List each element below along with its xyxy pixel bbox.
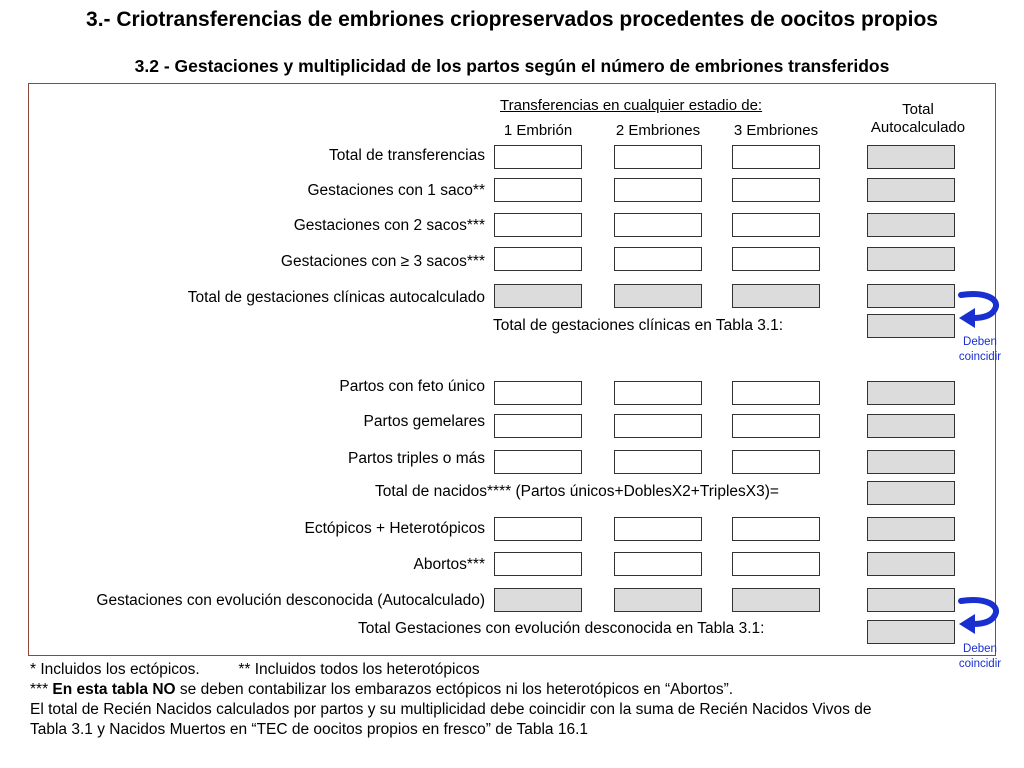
input-partos-unico-1[interactable] [494, 381, 582, 405]
row-label-gest-desconocida: Gestaciones con evolución desconocida (Autocalculado) [96, 592, 485, 609]
auto-ectopicos [867, 517, 955, 541]
row-label-total-desconocida-tabla: Total Gestaciones con evolución desconocida en Tabla 3.1: [358, 620, 765, 637]
input-partos-triples-1[interactable] [494, 450, 582, 474]
auto-total-gest-1 [494, 284, 582, 308]
auto-desconocida-2 [614, 588, 702, 612]
footnote-line-2 [30, 680, 1020, 700]
footnote-ectopicos: * Incluidos los ectópicos. [30, 661, 200, 678]
input-gest-1-saco-2[interactable] [614, 178, 702, 202]
auto-gest-3-sacos [867, 247, 955, 271]
input-total-transferencias-3[interactable] [732, 145, 820, 169]
auto-partos-triples [867, 450, 955, 474]
input-gest-1-saco-3[interactable] [732, 178, 820, 202]
footnote-line-4: Tabla 3.1 y Nacidos Muertos en “TEC de oocitos propios en fresco” de Tabla 16.1 [30, 721, 589, 738]
auto-abortos [867, 552, 955, 576]
auto-total-nacidos [867, 481, 955, 505]
auto-total-gest-3 [732, 284, 820, 308]
auto-total-gest-tabla [867, 314, 955, 338]
row-label-gest-1-saco: Gestaciones con 1 saco** [307, 182, 485, 199]
input-ectopicos-2[interactable] [614, 517, 702, 541]
input-partos-unico-3[interactable] [732, 381, 820, 405]
input-partos-unico-2[interactable] [614, 381, 702, 405]
auto-desconocida-tabla [867, 620, 955, 644]
column-header-2-embriones: 2 Embriones [615, 122, 701, 139]
input-gest-2-sacos-1[interactable] [494, 213, 582, 237]
footnote-bold: En esta tabla NO [52, 681, 176, 698]
page-title: 3.- Criotransferencias de embriones criopreservados procedentes de oocitos propios [86, 8, 938, 31]
input-total-transferencias-2[interactable] [614, 145, 702, 169]
curved-arrow-icon [955, 286, 1003, 330]
input-gest-3-sacos-3[interactable] [732, 247, 820, 271]
row-label-partos-gemelares: Partos gemelares [363, 413, 485, 430]
row-label-total-gest-auto: Total de gestaciones clínicas autocalculado [187, 289, 485, 306]
row-label-abortos: Abortos*** [413, 556, 485, 573]
auto-total-gest-2 [614, 284, 702, 308]
auto-gest-2-sacos [867, 213, 955, 237]
row-label-total-transferencias: Total de transferencias [329, 147, 485, 164]
input-ectopicos-1[interactable] [494, 517, 582, 541]
auto-desconocida-total [867, 588, 955, 612]
input-partos-triples-3[interactable] [732, 450, 820, 474]
deben-coincidir-note-1 [950, 335, 1010, 365]
auto-total-gest-total [867, 284, 955, 308]
column-header-1-embrion: 1 Embrión [503, 122, 573, 139]
input-ectopicos-3[interactable] [732, 517, 820, 541]
footnote-stars: *** [30, 681, 53, 698]
column-group-header: Transferencias en cualquier estadio de: [500, 97, 763, 114]
input-gest-3-sacos-1[interactable] [494, 247, 582, 271]
row-label-total-gest-tabla: Total de gestaciones clínicas en Tabla 3.1: [493, 317, 784, 334]
input-partos-triples-2[interactable] [614, 450, 702, 474]
curved-arrow-icon [955, 592, 1003, 636]
column-header-3-embriones: 3 Embriones [733, 122, 819, 139]
coincide-line1: Deben [963, 643, 997, 655]
total-header-line2: Autocalculado [870, 119, 966, 136]
total-column-header [860, 101, 976, 137]
input-partos-gemelares-1[interactable] [494, 414, 582, 438]
footnotes [30, 660, 1020, 740]
auto-gest-1-saco [867, 178, 955, 202]
footnote-abortos: se deben contabilizar los embarazos ectópicos ni los heterotópicos en “Abortos”. [175, 681, 734, 698]
footnote-heterotopicos: ** Incluidos todos los heterotópicos [238, 661, 480, 678]
input-partos-gemelares-2[interactable] [614, 414, 702, 438]
row-label-total-nacidos: Total de nacidos**** (Partos únicos+DoblesX2+TriplesX3)= [375, 483, 779, 500]
coincide-line2: coincidir [958, 351, 1002, 363]
auto-desconocida-3 [732, 588, 820, 612]
auto-partos-gemelares [867, 414, 955, 438]
coincide-line1: Deben [963, 336, 997, 348]
auto-partos-unico [867, 381, 955, 405]
footnote-line-3: El total de Recién Nacidos calculados por partos y su multiplicidad debe coincidir con la suma de Recién Nacidos Vivos de [30, 701, 872, 718]
input-gest-2-sacos-2[interactable] [614, 213, 702, 237]
row-label-gest-2-sacos: Gestaciones con 2 sacos*** [293, 217, 485, 234]
coincide-line2: coincidir [958, 658, 1002, 670]
row-label-partos-triples: Partos triples o más [348, 450, 485, 467]
input-gest-1-saco-1[interactable] [494, 178, 582, 202]
input-abortos-2[interactable] [614, 552, 702, 576]
input-gest-3-sacos-2[interactable] [614, 247, 702, 271]
row-label-gest-3-sacos: Gestaciones con ≥ 3 sacos*** [280, 253, 485, 270]
row-label-partos-unico: Partos con feto único [339, 378, 485, 395]
input-abortos-1[interactable] [494, 552, 582, 576]
auto-desconocida-1 [494, 588, 582, 612]
input-abortos-3[interactable] [732, 552, 820, 576]
page-subtitle: 3.2 - Gestaciones y multiplicidad de los partos según el número de embriones transferidos [134, 56, 890, 76]
input-partos-gemelares-3[interactable] [732, 414, 820, 438]
row-label-ectopicos: Ectópicos + Heterotópicos [304, 520, 485, 537]
footnote-line-1 [30, 660, 1020, 680]
auto-total-transferencias [867, 145, 955, 169]
input-gest-2-sacos-3[interactable] [732, 213, 820, 237]
total-header-line1: Total [902, 101, 934, 118]
input-total-transferencias-1[interactable] [494, 145, 582, 169]
